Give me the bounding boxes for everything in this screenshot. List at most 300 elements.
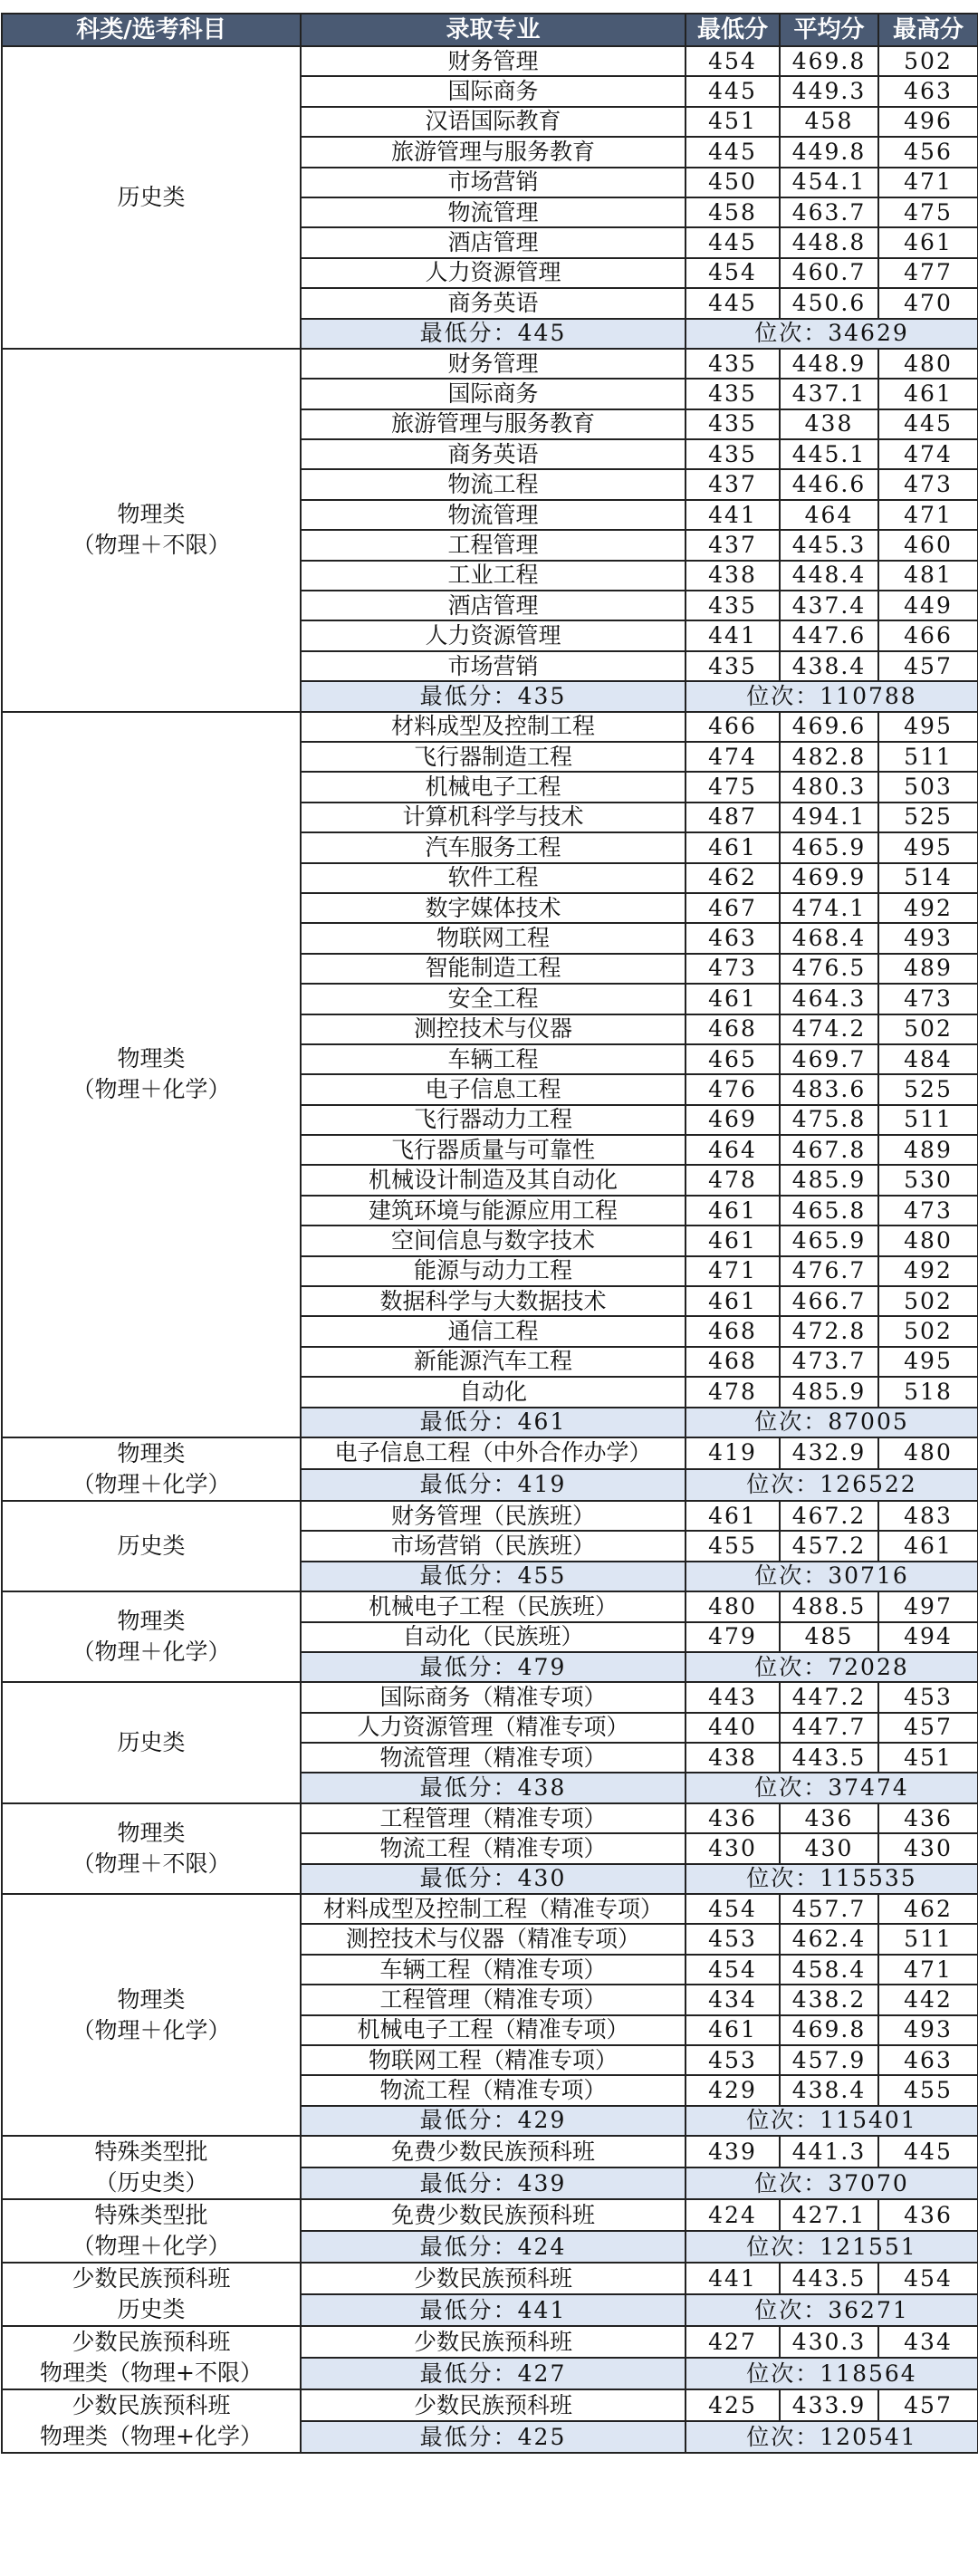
- category-label: （物理＋不限）: [72, 1850, 231, 1877]
- avg-score-cell: 467.2: [780, 1501, 878, 1531]
- category-cell: [2, 1591, 301, 1682]
- min-score-cell: 458: [686, 197, 780, 227]
- table-row: [2, 2263, 978, 2294]
- max-score-cell: 525: [878, 803, 978, 832]
- avg-score-cell: 445.3: [780, 530, 878, 560]
- major-cell: 机械电子工程（精准专项）: [301, 2015, 686, 2045]
- group-min-score: 最低分：441: [301, 2294, 686, 2326]
- max-score-cell: 502: [878, 1014, 978, 1044]
- max-score-cell: 483: [878, 1501, 978, 1531]
- major-cell: 飞行器制造工程: [301, 742, 686, 772]
- category-label: 历史类: [117, 2296, 186, 2323]
- table-row: [2, 349, 978, 379]
- group-rank: 位次：87005: [686, 1408, 978, 1437]
- avg-score-cell: 450.6: [780, 288, 878, 318]
- admission-score-table: [1, 13, 978, 2454]
- avg-score-cell: 449.8: [780, 137, 878, 167]
- group-rank: 位次：120541: [686, 2421, 978, 2453]
- table-row: [2, 46, 978, 76]
- min-score-cell: 434: [686, 1985, 780, 2014]
- max-score-cell: 451: [878, 1743, 978, 1773]
- max-score-cell: 514: [878, 863, 978, 893]
- major-cell: 物流工程（精准专项）: [301, 1833, 686, 1863]
- category-cell: [2, 2326, 301, 2389]
- major-cell: 测控技术与仪器: [301, 1014, 686, 1044]
- max-score-cell: 471: [878, 168, 978, 197]
- group-rank: 位次：121551: [686, 2231, 978, 2263]
- group-min-score: 最低分：435: [301, 681, 686, 711]
- min-score-cell: 487: [686, 803, 780, 832]
- avg-score-cell: 468.4: [780, 923, 878, 953]
- major-cell: 物流工程: [301, 469, 686, 499]
- min-score-cell: 445: [686, 76, 780, 106]
- min-score-cell: 435: [686, 379, 780, 409]
- avg-score-cell: 466.7: [780, 1286, 878, 1316]
- category-cell: [2, 2389, 301, 2453]
- max-score-cell: 461: [878, 227, 978, 257]
- max-score-cell: 466: [878, 620, 978, 650]
- avg-score-cell: 469.8: [780, 2015, 878, 2045]
- max-score-cell: 463: [878, 76, 978, 106]
- max-score-cell: 511: [878, 1924, 978, 1954]
- table-row: [2, 2389, 978, 2421]
- max-score-cell: 457: [878, 1713, 978, 1743]
- table-row: [2, 2326, 978, 2358]
- major-cell: 机械电子工程: [301, 772, 686, 802]
- major-cell: 能源与动力工程: [301, 1256, 686, 1286]
- avg-score-cell: 443.5: [780, 2263, 878, 2294]
- major-cell: 人力资源管理: [301, 620, 686, 650]
- min-score-cell: 454: [686, 46, 780, 76]
- major-cell: 商务英语: [301, 439, 686, 469]
- min-score-cell: 454: [686, 1955, 780, 1985]
- min-score-cell: 435: [686, 439, 780, 469]
- avg-score-cell: 438.4: [780, 2075, 878, 2105]
- category-label: 历史类: [117, 1729, 186, 1756]
- category-label: 物理类: [117, 1045, 186, 1072]
- category-cell: [2, 1682, 301, 1803]
- avg-score-cell: 448.4: [780, 561, 878, 591]
- avg-score-cell: 465.9: [780, 832, 878, 862]
- category-cell: [2, 1437, 301, 1501]
- major-cell: 数字媒体技术: [301, 893, 686, 923]
- table-row: [2, 1591, 978, 1621]
- min-score-cell: 445: [686, 137, 780, 167]
- header-min-score: 最低分: [686, 14, 780, 46]
- max-score-cell: 461: [878, 1531, 978, 1561]
- group-rank: 位次：118564: [686, 2358, 978, 2389]
- table-row: [2, 1894, 978, 1924]
- max-score-cell: 530: [878, 1165, 978, 1195]
- avg-score-cell: 476.5: [780, 954, 878, 984]
- avg-score-cell: 476.7: [780, 1256, 878, 1286]
- min-score-cell: 435: [686, 651, 780, 681]
- avg-score-cell: 457.2: [780, 1531, 878, 1561]
- major-cell: 国际商务（精准专项）: [301, 1682, 686, 1712]
- max-score-cell: 495: [878, 832, 978, 862]
- avg-score-cell: 454.1: [780, 168, 878, 197]
- major-cell: 物流管理: [301, 197, 686, 227]
- min-score-cell: 454: [686, 258, 780, 288]
- min-score-cell: 453: [686, 2045, 780, 2075]
- major-cell: 材料成型及控制工程: [301, 712, 686, 742]
- max-score-cell: 484: [878, 1044, 978, 1074]
- major-cell: 机械电子工程（民族班）: [301, 1591, 686, 1621]
- min-score-cell: 424: [686, 2199, 780, 2231]
- max-score-cell: 511: [878, 1105, 978, 1135]
- group-min-score: 最低分：429: [301, 2106, 686, 2136]
- category-label: 少数民族预科班: [72, 2392, 231, 2419]
- table-row: [2, 1501, 978, 1531]
- min-score-cell: 438: [686, 561, 780, 591]
- avg-score-cell: 480.3: [780, 772, 878, 802]
- max-score-cell: 471: [878, 1955, 978, 1985]
- major-cell: 旅游管理与服务教育: [301, 137, 686, 167]
- avg-score-cell: 482.8: [780, 742, 878, 772]
- major-cell: 电子信息工程（中外合作办学）: [301, 1437, 686, 1469]
- group-rank: 位次：126522: [686, 1469, 978, 1501]
- major-cell: 测控技术与仪器（精准专项）: [301, 1924, 686, 1954]
- max-score-cell: 457: [878, 2389, 978, 2421]
- avg-score-cell: 457.7: [780, 1894, 878, 1924]
- min-score-cell: 443: [686, 1682, 780, 1712]
- category-cell: [2, 1803, 301, 1894]
- max-score-cell: 494: [878, 1622, 978, 1652]
- category-label: 物理类: [117, 1985, 186, 2013]
- max-score-cell: 475: [878, 197, 978, 227]
- avg-score-cell: 449.3: [780, 76, 878, 106]
- major-cell: 车辆工程: [301, 1044, 686, 1074]
- max-score-cell: 445: [878, 2136, 978, 2167]
- max-score-cell: 454: [878, 2263, 978, 2294]
- avg-score-cell: 447.7: [780, 1713, 878, 1743]
- major-cell: 通信工程: [301, 1316, 686, 1346]
- min-score-cell: 478: [686, 1377, 780, 1407]
- min-score-cell: 473: [686, 954, 780, 984]
- major-cell: 建筑环境与能源应用工程: [301, 1196, 686, 1226]
- min-score-cell: 461: [686, 1196, 780, 1226]
- min-score-cell: 450: [686, 168, 780, 197]
- avg-score-cell: 437.4: [780, 591, 878, 620]
- avg-score-cell: 432.9: [780, 1437, 878, 1469]
- major-cell: 飞行器质量与可靠性: [301, 1135, 686, 1165]
- avg-score-cell: 448.9: [780, 349, 878, 379]
- category-cell: [2, 349, 301, 712]
- max-score-cell: 480: [878, 1226, 978, 1255]
- avg-score-cell: 465.9: [780, 1226, 878, 1255]
- avg-score-cell: 469.9: [780, 863, 878, 893]
- category-label: 少数民族预科班: [72, 2265, 231, 2292]
- avg-score-cell: 447.2: [780, 1682, 878, 1712]
- min-score-cell: 441: [686, 500, 780, 530]
- group-min-score: 最低分：438: [301, 1773, 686, 1802]
- min-score-cell: 445: [686, 227, 780, 257]
- avg-score-cell: 472.8: [780, 1316, 878, 1346]
- max-score-cell: 445: [878, 409, 978, 439]
- major-cell: 免费少数民族预科班: [301, 2199, 686, 2231]
- max-score-cell: 492: [878, 893, 978, 923]
- avg-score-cell: 488.5: [780, 1591, 878, 1621]
- min-score-cell: 436: [686, 1803, 780, 1833]
- min-score-cell: 468: [686, 1316, 780, 1346]
- avg-score-cell: 464: [780, 500, 878, 530]
- group-rank: 位次：30716: [686, 1562, 978, 1591]
- min-score-cell: 471: [686, 1256, 780, 1286]
- max-score-cell: 477: [878, 258, 978, 288]
- min-score-cell: 439: [686, 2136, 780, 2167]
- category-label: 物理类: [117, 1608, 186, 1635]
- group-rank: 位次：37070: [686, 2167, 978, 2199]
- avg-score-cell: 430: [780, 1833, 878, 1863]
- avg-score-cell: 458: [780, 107, 878, 137]
- major-cell: 物流工程（精准专项）: [301, 2075, 686, 2105]
- min-score-cell: 461: [686, 1226, 780, 1255]
- avg-score-cell: 494.1: [780, 803, 878, 832]
- header-category: 科类/选考科目: [2, 14, 301, 46]
- avg-score-cell: 469.7: [780, 1044, 878, 1074]
- table-header-row: [2, 14, 978, 46]
- avg-score-cell: 437.1: [780, 379, 878, 409]
- min-score-cell: 476: [686, 1074, 780, 1104]
- major-cell: 少数民族预科班: [301, 2263, 686, 2294]
- group-min-score: 最低分：455: [301, 1562, 686, 1591]
- major-cell: 新能源汽车工程: [301, 1347, 686, 1377]
- avg-score-cell: 469.8: [780, 46, 878, 76]
- group-rank: 位次：36271: [686, 2294, 978, 2326]
- major-cell: 汽车服务工程: [301, 832, 686, 862]
- group-min-score: 最低分：419: [301, 1469, 686, 1501]
- major-cell: 酒店管理: [301, 591, 686, 620]
- avg-score-cell: 473.7: [780, 1347, 878, 1377]
- category-label: （物理＋化学）: [72, 2016, 231, 2043]
- avg-score-cell: 443.5: [780, 1743, 878, 1773]
- avg-score-cell: 483.6: [780, 1074, 878, 1104]
- min-score-cell: 438: [686, 1743, 780, 1773]
- header-avg-score: 平均分: [780, 14, 878, 46]
- major-cell: 市场营销（民族班）: [301, 1531, 686, 1561]
- min-score-cell: 429: [686, 2075, 780, 2105]
- table-row: [2, 2199, 978, 2231]
- max-score-cell: 497: [878, 1591, 978, 1621]
- major-cell: 国际商务: [301, 76, 686, 106]
- major-cell: 材料成型及控制工程（精准专项）: [301, 1894, 686, 1924]
- avg-score-cell: 438.4: [780, 651, 878, 681]
- min-score-cell: 478: [686, 1165, 780, 1195]
- major-cell: 工程管理（精准专项）: [301, 1803, 686, 1833]
- avg-score-cell: 485: [780, 1622, 878, 1652]
- major-cell: 智能制造工程: [301, 954, 686, 984]
- min-score-cell: 475: [686, 772, 780, 802]
- group-min-score: 最低分：424: [301, 2231, 686, 2263]
- group-rank: 位次：115401: [686, 2106, 978, 2136]
- min-score-cell: 425: [686, 2389, 780, 2421]
- category-label: 物理类: [117, 1819, 186, 1846]
- category-label: （物理＋化学）: [72, 1076, 231, 1103]
- max-score-cell: 502: [878, 1316, 978, 1346]
- min-score-cell: 468: [686, 1014, 780, 1044]
- max-score-cell: 502: [878, 46, 978, 76]
- min-score-cell: 469: [686, 1105, 780, 1135]
- min-score-cell: 427: [686, 2326, 780, 2358]
- avg-score-cell: 474.1: [780, 893, 878, 923]
- major-cell: 物联网工程: [301, 923, 686, 953]
- min-score-cell: 468: [686, 1347, 780, 1377]
- max-score-cell: 436: [878, 2199, 978, 2231]
- max-score-cell: 473: [878, 469, 978, 499]
- max-score-cell: 492: [878, 1256, 978, 1286]
- max-score-cell: 481: [878, 561, 978, 591]
- max-score-cell: 463: [878, 2045, 978, 2075]
- min-score-cell: 435: [686, 409, 780, 439]
- max-score-cell: 473: [878, 1196, 978, 1226]
- category-label: 物理类（物理+不限）: [40, 2360, 263, 2387]
- min-score-cell: 463: [686, 923, 780, 953]
- category-cell: [2, 2263, 301, 2326]
- max-score-cell: 496: [878, 107, 978, 137]
- group-rank: 位次：115535: [686, 1864, 978, 1894]
- min-score-cell: 437: [686, 530, 780, 560]
- category-label: 特殊类型批: [94, 2139, 208, 2166]
- min-score-cell: 461: [686, 1286, 780, 1316]
- category-label: 历史类: [117, 1533, 186, 1560]
- major-cell: 数据科学与大数据技术: [301, 1286, 686, 1316]
- group-min-score: 最低分：461: [301, 1408, 686, 1437]
- major-cell: 财务管理: [301, 46, 686, 76]
- avg-score-cell: 464.3: [780, 984, 878, 1014]
- group-min-score: 最低分：439: [301, 2167, 686, 2199]
- major-cell: 车辆工程（精准专项）: [301, 1955, 686, 1985]
- avg-score-cell: 458.4: [780, 1955, 878, 1985]
- min-score-cell: 464: [686, 1135, 780, 1165]
- max-score-cell: 455: [878, 2075, 978, 2105]
- max-score-cell: 449: [878, 591, 978, 620]
- min-score-cell: 461: [686, 1501, 780, 1531]
- min-score-cell: 435: [686, 591, 780, 620]
- min-score-cell: 465: [686, 1044, 780, 1074]
- category-label: 物理类: [117, 501, 186, 528]
- group-rank: 位次：37474: [686, 1773, 978, 1802]
- max-score-cell: 495: [878, 1347, 978, 1377]
- major-cell: 酒店管理: [301, 227, 686, 257]
- min-score-cell: 440: [686, 1713, 780, 1743]
- category-label: （物理＋化学）: [72, 1470, 231, 1497]
- avg-score-cell: 441.3: [780, 2136, 878, 2167]
- max-score-cell: 430: [878, 1833, 978, 1863]
- max-score-cell: 436: [878, 1803, 978, 1833]
- max-score-cell: 442: [878, 1985, 978, 2014]
- table-row: [2, 1682, 978, 1712]
- category-cell: [2, 712, 301, 1437]
- category-cell: [2, 46, 301, 349]
- major-cell: 少数民族预科班: [301, 2326, 686, 2358]
- max-score-cell: 470: [878, 288, 978, 318]
- category-label: 历史类: [117, 183, 186, 210]
- avg-score-cell: 462.4: [780, 1924, 878, 1954]
- group-min-score: 最低分：425: [301, 2421, 686, 2453]
- major-cell: 物流管理（精准专项）: [301, 1743, 686, 1773]
- major-cell: 国际商务: [301, 379, 686, 409]
- avg-score-cell: 446.6: [780, 469, 878, 499]
- major-cell: 商务英语: [301, 288, 686, 318]
- major-cell: 免费少数民族预科班: [301, 2136, 686, 2167]
- category-cell: [2, 2199, 301, 2263]
- table-row: [2, 2136, 978, 2167]
- min-score-cell: 480: [686, 1591, 780, 1621]
- group-min-score: 最低分：430: [301, 1864, 686, 1894]
- major-cell: 计算机科学与技术: [301, 803, 686, 832]
- group-min-score: 最低分：427: [301, 2358, 686, 2389]
- min-score-cell: 419: [686, 1437, 780, 1469]
- max-score-cell: 471: [878, 500, 978, 530]
- max-score-cell: 493: [878, 2015, 978, 2045]
- max-score-cell: 473: [878, 984, 978, 1014]
- max-score-cell: 502: [878, 1286, 978, 1316]
- category-label: 特殊类型批: [94, 2202, 208, 2229]
- group-min-score: 最低分：479: [301, 1652, 686, 1682]
- major-cell: 自动化（民族班）: [301, 1622, 686, 1652]
- avg-score-cell: 475.8: [780, 1105, 878, 1135]
- category-cell: [2, 2136, 301, 2199]
- max-score-cell: 493: [878, 923, 978, 953]
- avg-score-cell: 465.8: [780, 1196, 878, 1226]
- min-score-cell: 454: [686, 1894, 780, 1924]
- min-score-cell: 437: [686, 469, 780, 499]
- major-cell: 飞行器动力工程: [301, 1105, 686, 1135]
- max-score-cell: 480: [878, 1437, 978, 1469]
- min-score-cell: 461: [686, 2015, 780, 2045]
- avg-score-cell: 436: [780, 1803, 878, 1833]
- major-cell: 市场营销: [301, 651, 686, 681]
- min-score-cell: 453: [686, 1924, 780, 1954]
- major-cell: 物流管理: [301, 500, 686, 530]
- avg-score-cell: 427.1: [780, 2199, 878, 2231]
- max-score-cell: 503: [878, 772, 978, 802]
- min-score-cell: 451: [686, 107, 780, 137]
- avg-score-cell: 445.1: [780, 439, 878, 469]
- major-cell: 人力资源管理: [301, 258, 686, 288]
- min-score-cell: 462: [686, 863, 780, 893]
- category-label: （物理＋化学）: [72, 2233, 231, 2260]
- max-score-cell: 456: [878, 137, 978, 167]
- major-cell: 安全工程: [301, 984, 686, 1014]
- table-body: [2, 46, 978, 2453]
- max-score-cell: 457: [878, 651, 978, 681]
- avg-score-cell: 460.7: [780, 258, 878, 288]
- min-score-cell: 445: [686, 288, 780, 318]
- avg-score-cell: 433.9: [780, 2389, 878, 2421]
- max-score-cell: 460: [878, 530, 978, 560]
- major-cell: 市场营销: [301, 168, 686, 197]
- header-major: 录取专业: [301, 14, 686, 46]
- major-cell: 少数民族预科班: [301, 2389, 686, 2421]
- major-cell: 工程管理（精准专项）: [301, 1985, 686, 2014]
- max-score-cell: 511: [878, 742, 978, 772]
- max-score-cell: 461: [878, 379, 978, 409]
- major-cell: 物联网工程（精准专项）: [301, 2045, 686, 2075]
- max-score-cell: 489: [878, 1135, 978, 1165]
- avg-score-cell: 448.8: [780, 227, 878, 257]
- avg-score-cell: 469.6: [780, 712, 878, 742]
- major-cell: 旅游管理与服务教育: [301, 409, 686, 439]
- header-max-score: 最高分: [878, 14, 978, 46]
- group-min-score: 最低分：445: [301, 319, 686, 349]
- min-score-cell: 474: [686, 742, 780, 772]
- max-score-cell: 518: [878, 1377, 978, 1407]
- major-cell: 人力资源管理（精准专项）: [301, 1713, 686, 1743]
- group-rank: 位次：110788: [686, 681, 978, 711]
- max-score-cell: 525: [878, 1074, 978, 1104]
- min-score-cell: 455: [686, 1531, 780, 1561]
